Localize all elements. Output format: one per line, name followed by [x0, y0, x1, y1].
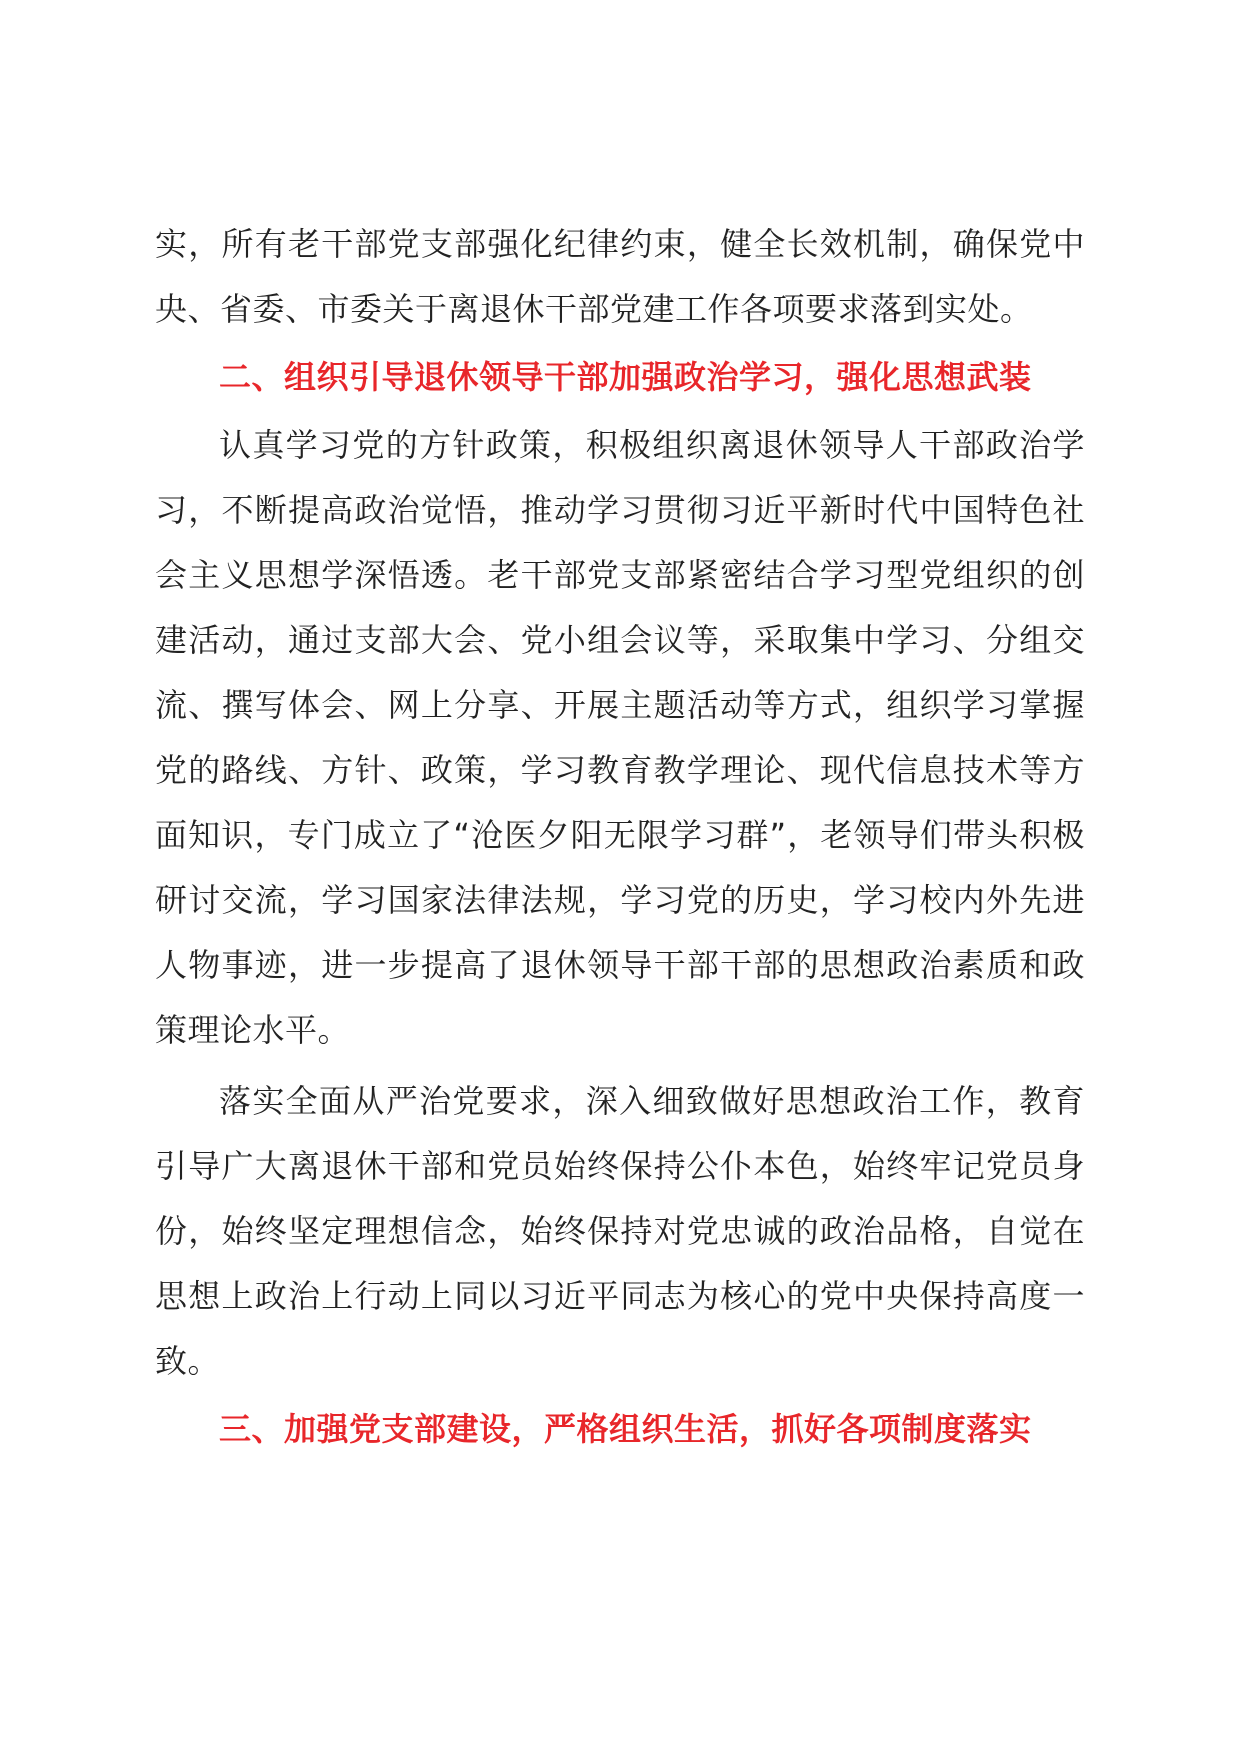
document-body — [155, 212, 1085, 1462]
paragraph-discipline: 落实全面从严治党要求，深入细致做好思想政治工作，教育引导广大离退休干部和党员始终保持公仆本色，始终牢记党员身份，始终坚定理想信念，始终保持对党忠诚的政治品格，自觉在思想上政治上行动上同以习近平同志为核心的党中央保持高度一致。 — [155, 1082, 1085, 1380]
paragraph-study: 认真学习党的方针政策，积极组织离退休领导人干部政治学习，不断提高政治觉悟，推动学习贯彻习近平新时代中国特色社会主义思想学深悟透。老干部党支部紧密结合学习型党组织的创建活动，通过支部大会、党小组会议等，采取集中学习、分组交流、撰写体会、网上分享、开展主题活动等方式，组织学习掌握党的路线、方针、政策，学习教育教学理论、现代信息技术等方面知识，专门成立了“沧医夕阳无限学习群”，老领导们带头积极研讨交流，学习国家法律法规，学习党的历史，学习校内外先进人物事迹，进一步提高了退休领导干部干部的思想政治素质和政策理论水平。 — [155, 426, 1085, 1049]
section-heading-2: 二、组织引导退休领导干部加强政治学习，强化思想武装 — [219, 358, 1032, 396]
paragraph-continuation: 实，所有老干部党支部强化纪律约束，健全长效机制，确保党中央、省委、市委关于离退休干部党建工作各项要求落到实处。 — [155, 225, 1085, 328]
section-heading-3: 三、加强党支部建设，严格组织生活，抓好各项制度落实 — [219, 1410, 1032, 1448]
